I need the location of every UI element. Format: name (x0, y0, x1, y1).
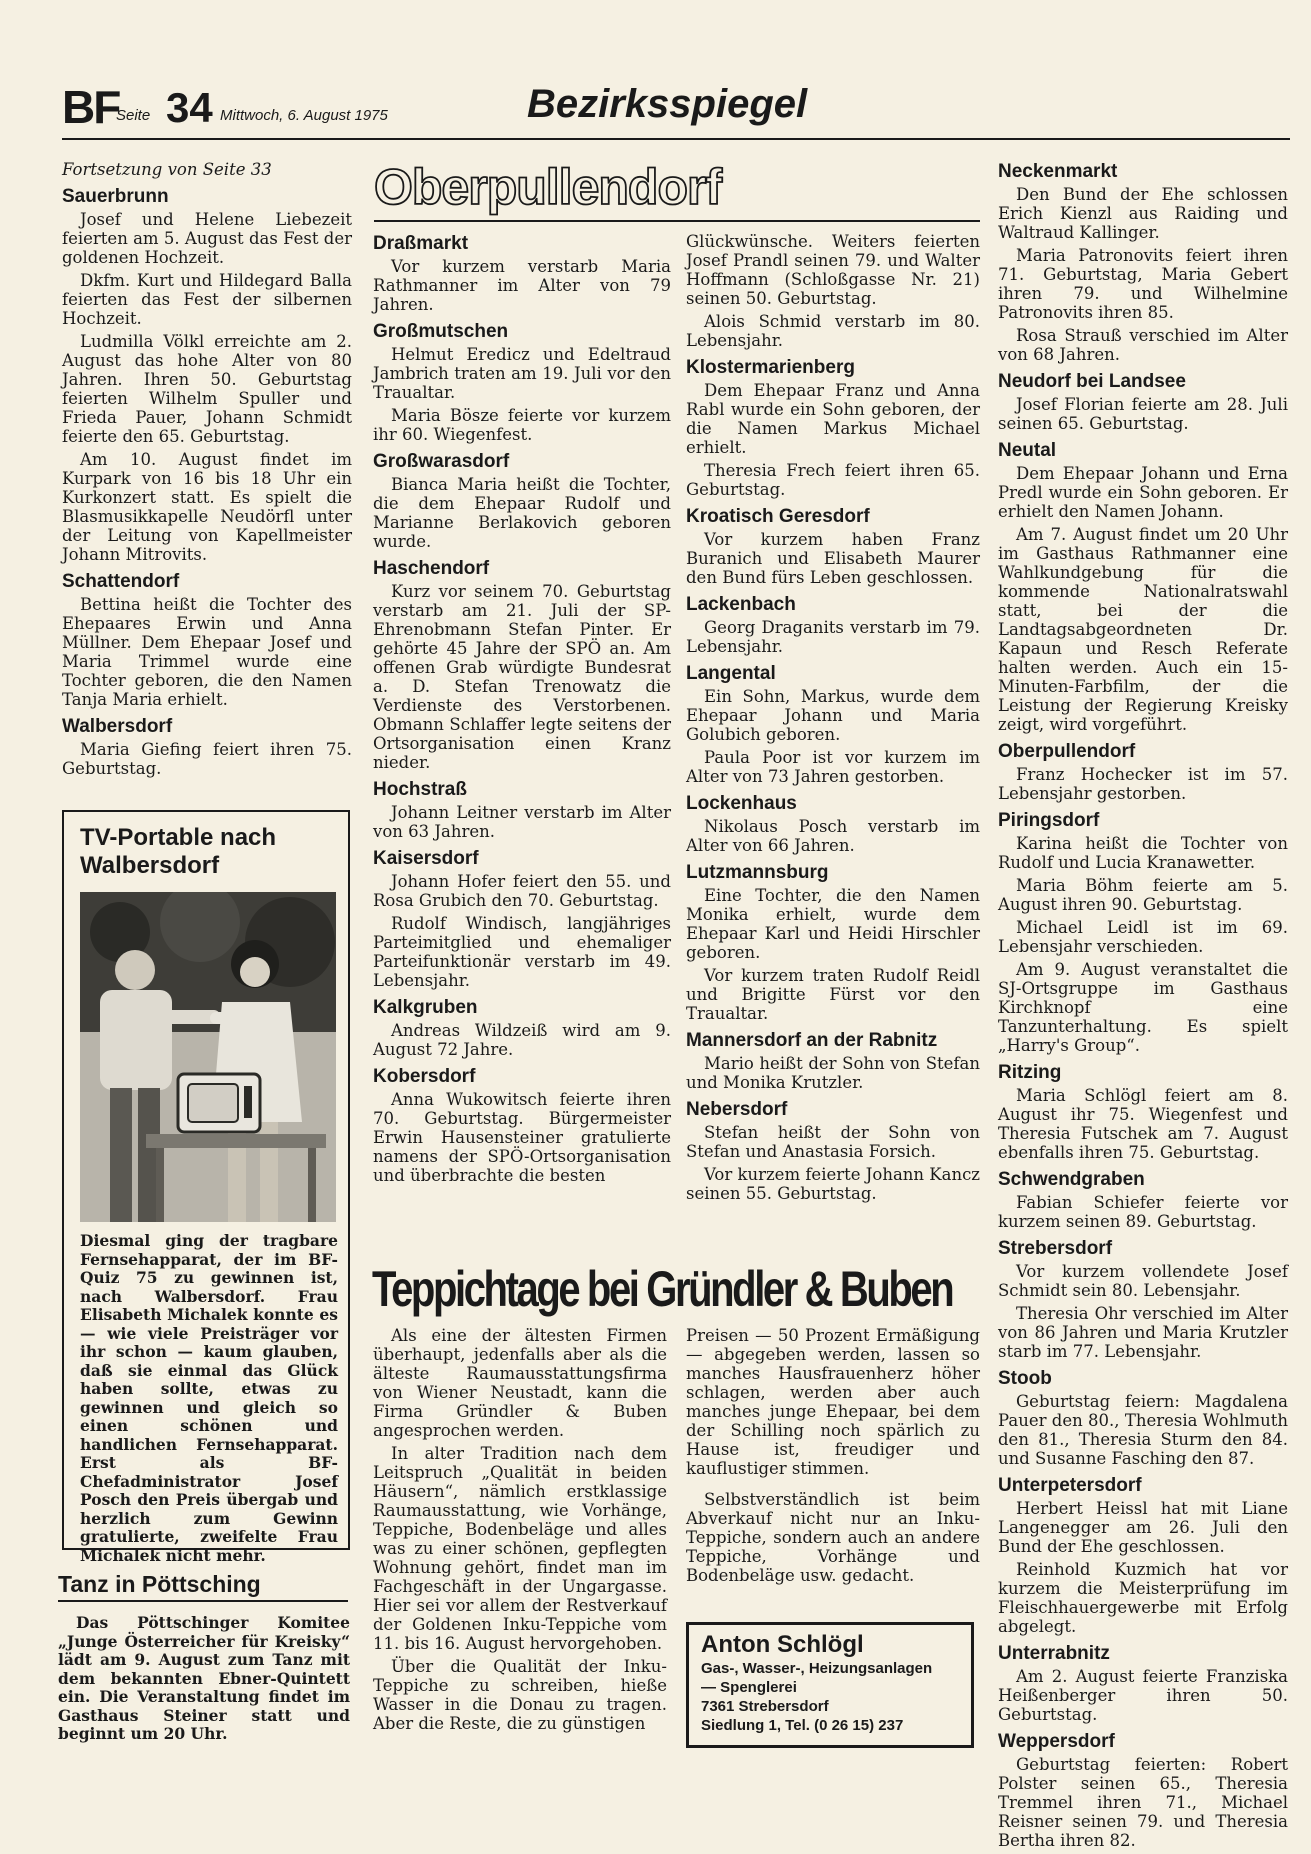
news-paragraph: Vor kurzem feierte Johann Kancz seinen 55. Geburtstag. (686, 1165, 981, 1203)
advertorial-column-right (686, 1326, 980, 1589)
tanz-heading: Tanz in Pöttsching (58, 1570, 348, 1602)
issue-date: Mittwoch, 6. August 1975 (220, 107, 388, 124)
town-heading: Langental (686, 663, 776, 684)
news-paragraph: Johann Leitner verstarb im Alter von 63 Jahren. (373, 803, 671, 841)
tv-handover-photo (80, 892, 336, 1222)
news-item-ritzing (998, 1061, 1288, 1162)
news-paragraph: Maria Giefing feiert ihren 75. Geburtstag. (62, 740, 352, 778)
ad-services: Gas-, Wasser-, Heizungsanlagen (701, 1660, 933, 1677)
town-heading: Schwendgraben (998, 1169, 1145, 1190)
news-paragraph: Johann Hofer feiert den 55. und Rosa Grubich den 70. Geburtstag. (373, 872, 671, 910)
advertorial-paragraph: Als eine der ältesten Firmen überhaupt, jedenfalls aber als die älteste Raumausstattungsfirma von Wiener Neustadt, kann die Firma Gründler & Buben angesprochen werden. (373, 1326, 667, 1440)
column-3 (686, 232, 980, 1207)
ad-services-2: — Spenglerei (701, 1679, 797, 1696)
news-item-unterpetersdorf (998, 1474, 1288, 1636)
tv-box-title: TV-Portable nach Walbersdorf (80, 824, 277, 879)
news-item-neutal (998, 439, 1288, 734)
news-paragraph: Vor kurzem verstarb Maria Rathmanner im Alter von 79 Jahren. (373, 257, 671, 314)
column-1 (62, 160, 352, 782)
advertorial-paragraph: Selbstverständlich ist beim Abverkauf nicht nur an Inku-Teppiche, sondern auch an andere Teppiche, Vorhänge und Bodenbeläge usw. gedacht. (686, 1490, 980, 1585)
news-item-grossmutschen (373, 320, 671, 444)
news-item-schwendgraben (998, 1168, 1288, 1231)
news-item-oberpullendorf (998, 740, 1288, 803)
column-4 (998, 160, 1288, 1854)
district-banner-title: Oberpullendorf (374, 159, 722, 215)
news-paragraph: Andreas Wildzeiß wird am 9. August 72 Jahre. (373, 1021, 671, 1059)
news-item-walbersdorf (62, 715, 352, 778)
news-item-kaisersdorf (373, 847, 671, 990)
news-paragraph: Dem Ehepaar Johann und Erna Predl wurde ein Sohn geboren. Er erhielt den Namen Johann. (998, 464, 1288, 521)
news-paragraph: Maria Böhm feierte am 5. August ihren 90. Geburtstag. (998, 876, 1288, 914)
town-heading: Hochstraß (373, 779, 467, 800)
news-paragraph: Rosa Strauß verschied im Alter von 68 Jahren. (998, 326, 1288, 364)
advertorial-paragraph: Über die Qualität der Inku-Teppiche zu schreiben, hieße Wasser in die Donau zu tragen. Aber die Reste, die zu günstigen (373, 1657, 667, 1733)
news-item-stoob (998, 1367, 1288, 1468)
town-heading: Nebersdorf (686, 1099, 788, 1120)
page-label: Seite (116, 107, 151, 124)
news-paragraph: Theresia Frech feiert ihren 65. Geburtstag. (686, 461, 980, 499)
news-paragraph: Fabian Schiefer feierte vor kurzem seinen 89. Geburtstag. (998, 1193, 1288, 1231)
news-paragraph: Anna Wukowitsch feierte ihren 70. Geburtstag. Bürgermeister Erwin Hausensteiner gratulierte namens der SPÖ-Ortsorganisation und überbrachte die besten (373, 1090, 671, 1185)
town-heading: Ritzing (998, 1062, 1062, 1083)
continuation-note: Fortsetzung von Seite 33 (62, 160, 272, 179)
town-heading: Lackenbach (686, 594, 796, 615)
news-item-nebersdorf (686, 1098, 980, 1203)
news-paragraph: Stefan heißt der Sohn von Stefan und Anastasia Forsich. (686, 1123, 980, 1161)
news-item-piringsdorf (998, 809, 1288, 1055)
town-heading: Kalkgruben (373, 997, 478, 1018)
news-item-lackenbach (686, 593, 980, 656)
section-title: Bezirksspiegel (527, 82, 808, 126)
town-heading: Walbersdorf (62, 716, 173, 737)
news-paragraph: Helmut Eredicz und Edeltraud Jambrich traten am 19. Juli vor den Traualtar. (373, 345, 671, 402)
town-heading: Haschendorf (373, 558, 490, 579)
column-2 (373, 232, 671, 1189)
news-paragraph: Dkfm. Kurt und Hildegard Balla feierten das Fest der silbernen Hochzeit. (62, 271, 352, 328)
news-paragraph: Ein Sohn, Markus, wurde dem Ehepaar Johann und Maria Golubich geboren. (686, 687, 980, 744)
advertorial-column-left (373, 1326, 667, 1737)
town-heading: Unterpetersdorf (998, 1475, 1142, 1496)
news-paragraph: Am 7. August findet um 20 Uhr im Gasthaus Rathmanner eine Wahlkundgebung für die kommende Nationalratswahl statt, bei der die Landtagsabgeordneten Dr. Kapaun und Resch Referate halten werden. Auch ein 15-Minuten-Farbfilm, der die Leistung der Regierung Kreisky zeigt, wird vorgeführt. (998, 525, 1288, 734)
town-heading: Neudorf bei Landsee (998, 371, 1186, 392)
town-heading: Kroatisch Geresdorf (686, 506, 870, 527)
news-paragraph: Georg Draganits verstarb im 79. Lebensjahr. (686, 618, 980, 656)
news-paragraph: Ludmilla Völkl erreichte am 2. August das hohe Alter von 80 Jahren. Ihren 50. Geburtstag feierten Wilhelm Spuller und Frieda Pauer, Johann Schmidt feierte den 65. Geburtstag. (62, 332, 352, 446)
town-heading: Neutal (998, 440, 1057, 461)
news-paragraph: Paula Poor ist vor kurzem im Alter von 73 Jahren gestorben. (686, 748, 980, 786)
page-number: 34 (166, 84, 213, 131)
news-paragraph: Geburtstag feierten: Robert Polster seinen 65., Theresia Tremmel ihren 71., Michael Reisner seinen 79. und Theresia Bertha ihren 82. (998, 1755, 1288, 1850)
advertorial-paragraph: Preisen — 50 Prozent Ermäßigung — abgegeben werden, lassen so manches Hausfrauenherz höher schlagen, werden aber auch manches junge Ehepaar, bei dem der Schilling noch spärlich zu Hause ist, freudiger und kauflustiger stimmen. (686, 1326, 980, 1478)
news-item-drassmarkt (373, 232, 671, 314)
news-item-sauerbrunn (62, 185, 352, 564)
news-item-lockenhaus (686, 792, 980, 855)
ad-address: Siedlung 1, Tel. (0 26 15) 237 (701, 1717, 904, 1734)
town-heading: Großwarasdorf (373, 451, 510, 472)
town-heading: Draßmarkt (373, 233, 469, 254)
town-heading: Kobersdorf (373, 1066, 476, 1087)
news-item-klostermarienberg (686, 356, 980, 499)
news-paragraph: Rudolf Windisch, langjähriges Parteimitglied und ehemaliger Parteifunktionär verstarb im 49. Lebensjahr. (373, 914, 671, 990)
news-paragraph: Vor kurzem haben Franz Buranich und Elisabeth Maurer den Bund fürs Leben geschlossen. (686, 530, 980, 587)
town-heading: Weppersdorf (998, 1731, 1115, 1752)
anton-schloegl-ad (686, 1622, 974, 1748)
masthead (62, 80, 1290, 140)
news-paragraph: Maria Bösze feierte vor kurzem ihr 60. Wiegenfest. (373, 406, 671, 444)
news-paragraph: Glückwünsche. Weiters feierten Josef Prandl seinen 79. und Walter Hoffmann (Schloßgasse Nr. 21) seinen 50. Geburtstag. (686, 232, 980, 308)
news-item-schattendorf (62, 570, 352, 709)
news-paragraph: Reinhold Kuzmich hat vor kurzem die Meisterprüfung im Fleischhauergewerbe mit Erfolg abgelegt. (998, 1560, 1288, 1636)
advertorial-paragraph: In alter Tradition nach dem Leitspruch „Qualität in beiden Häusern“, nämlich erstklassige Raumausstattung, wie Vorhänge, Teppiche, Bodenbeläge und alles was zu einer schönen, gepflegten Wohnung gehört, findet man im Fachgeschäft in der Ungargasse. Hier sei vor allem der Restverkauf der Goldenen Inku-Teppiche vom 11. bis 16. August hervorgehoben. (373, 1444, 667, 1653)
news-paragraph: Vor kurzem vollendete Josef Schmidt sein 80. Lebensjahr. (998, 1262, 1288, 1300)
news-paragraph: Josef und Helene Liebezeit feierten am 5. August das Fest der goldenen Hochzeit. (62, 210, 352, 267)
town-heading: Schattendorf (62, 571, 180, 592)
news-paragraph: Franz Hochecker ist im 57. Lebensjahr gestorben. (998, 765, 1288, 803)
tv-box-caption: Diesmal ging der tragbare Fernsehapparat, der im BF-Quiz 75 zu gewinnen ist, nach Walbersdorf. Frau Elisabeth Michalek konnte es — wie viele Preisträger vor ihr schon — kaum glauben, daß sie einmal das Glück haben sollte, etwas zu gewinnen und gleich so einen schönen und handlichen Fernsehapparat. Erst als BF-Chefadministrator Josef Posch den Preis übergab und herzlich zum Gewinn gratulierte, zweifelte Frau Michalek nicht mehr. (80, 1231, 338, 1565)
news-paragraph: Nikolaus Posch verstarb im Alter von 66 Jahren. (686, 817, 980, 855)
news-paragraph: Herbert Heissl hat mit Liane Langenegger am 26. Juli den Bund der Ehe geschlossen. (998, 1499, 1288, 1556)
news-item-neudorf-bei-landsee (998, 370, 1288, 433)
news-item-hochstrass (373, 778, 671, 841)
town-heading: Klostermarienberg (686, 357, 855, 378)
ad-town: 7361 Strebersdorf (701, 1698, 829, 1715)
news-paragraph: Kurz vor seinem 70. Geburtstag verstarb am 21. Juli der SP-Ehrenobmann Stefan Pinter. Er gehörte 45 Jahre der SPÖ an. Am offenen Grab würdigte Bundesrat a. D. Stefan Trenowatz die Verdienste des Verstorbenen. Obmann Schlaffer legte seitens der Ortsorganisation einen Kranz nieder. (373, 582, 671, 772)
town-heading: Unterrabnitz (998, 1643, 1110, 1664)
town-heading: Stoob (998, 1368, 1052, 1389)
news-item-unterrabnitz (998, 1642, 1288, 1724)
news-paragraph: Dem Ehepaar Franz und Anna Rabl wurde ein Sohn geboren, der die Namen Markus Michael erhielt. (686, 381, 980, 457)
tv-portable-box (62, 810, 350, 1565)
town-heading: Mannersdorf an der Rabnitz (686, 1030, 938, 1051)
news-item-neckenmarkt (998, 160, 1288, 364)
news-paragraph: Maria Schlögl feiert am 8. August ihr 75. Wiegenfest und Theresia Futschek am 7. August ebenfalls ihren 75. Geburtstag. (998, 1086, 1288, 1162)
ad-company-name: Anton Schlögl (701, 1631, 864, 1658)
advertorial-headline: Teppichtage bei Gründler & Buben (372, 1261, 953, 1317)
news-item-lutzmannsburg (686, 861, 980, 1023)
masthead-logo: BF (62, 81, 120, 133)
news-paragraph: Vor kurzem traten Rudolf Reidl und Brigitte Fürst vor den Traualtar. (686, 966, 980, 1023)
town-heading: Strebersdorf (998, 1238, 1113, 1259)
news-item-kobersdorf (373, 1065, 671, 1185)
news-item-kroatisch-geresdorf (686, 505, 980, 587)
town-heading: Piringsdorf (998, 810, 1100, 831)
town-heading: Oberpullendorf (998, 741, 1136, 762)
news-paragraph: Michael Leidl ist im 69. Lebensjahr verschieden. (998, 918, 1288, 956)
news-paragraph: Maria Patronovits feiert ihren 71. Geburtstag, Maria Gebert ihren 79. und Wilhelmine Patronovits ihren 85. (998, 246, 1288, 322)
town-heading: Kaisersdorf (373, 848, 479, 869)
news-paragraph: Theresia Ohr verschied im Alter von 86 Jahren und Maria Krutzler starb im 77. Lebensjahr. (998, 1304, 1288, 1361)
news-item-mannersdorf (686, 1029, 980, 1092)
news-paragraph: Bianca Maria heißt die Tochter, die dem Ehepaar Rudolf und Marianne Berlakovich geboren wurde. (373, 475, 671, 551)
news-paragraph: Karina heißt die Tochter von Rudolf und Lucia Kranawetter. (998, 834, 1288, 872)
news-item-weppersdorf (998, 1730, 1288, 1850)
town-heading: Großmutschen (373, 321, 509, 342)
news-item-grosswarasdorf (373, 450, 671, 551)
news-item-kalkgruben (373, 996, 671, 1059)
town-heading: Neckenmarkt (998, 161, 1118, 182)
news-paragraph: Am 2. August feierte Franziska Heißenberger ihren 50. Geburtstag. (998, 1667, 1288, 1724)
town-heading: Lutzmannsburg (686, 862, 829, 883)
news-paragraph: Alois Schmid verstarb im 80. Lebensjahr. (686, 312, 980, 350)
tanz-body: Das Pöttschinger Komitee „Junge Österreicher für Kreisky“ lädt am 9. August zum Tanz mit dem bekannten Ebner-Quintett ein. Die Veranstaltung findet im Gasthaus Steiner statt und beginnt um 20 Uhr. (58, 1613, 350, 1743)
news-paragraph: Geburtstag feiern: Magdalena Pauer den 80., Theresia Wohlmuth den 81., Theresia Sturm den 84. und Susanne Fasching den 87. (998, 1392, 1288, 1468)
town-heading: Lockenhaus (686, 793, 797, 814)
news-paragraph: Am 10. August findet im Kurpark von 16 bis 18 Uhr ein Kurkonzert statt. Es spielt die Blasmusikkapelle Neudörfl unter der Leitung von Kapellmeister Johann Mitrovits. (62, 450, 352, 564)
news-paragraph: Bettina heißt die Tochter des Ehepaares Erwin und Anna Müllner. Dem Ehepaar Josef und Maria Trimmel wurde eine Tochter geboren, die den Namen Tanja Maria erhielt. (62, 595, 352, 709)
news-paragraph: Mario heißt der Sohn von Stefan und Monika Krutzler. (686, 1054, 980, 1092)
district-banner (374, 159, 980, 222)
news-item-haschendorf (373, 557, 671, 772)
news-paragraph: Josef Florian feierte am 28. Juli seinen 65. Geburtstag. (998, 395, 1288, 433)
news-item-langental (686, 662, 980, 786)
town-heading: Sauerbrunn (62, 186, 169, 207)
news-paragraph: Den Bund der Ehe schlossen Erich Kienzl aus Raiding und Waltraud Kallinger. (998, 185, 1288, 242)
news-paragraph: Am 9. August veranstaltet die SJ-Ortsgruppe im Gasthaus Kirchknopf eine Tanzunterhaltung. Es spielt „Harry's Group“. (998, 960, 1288, 1055)
news-paragraph: Eine Tochter, die den Namen Monika erhielt, wurde dem Ehepaar Karl und Heidi Hirschler geboren. (686, 886, 980, 962)
news-item-strebersdorf (998, 1237, 1288, 1361)
